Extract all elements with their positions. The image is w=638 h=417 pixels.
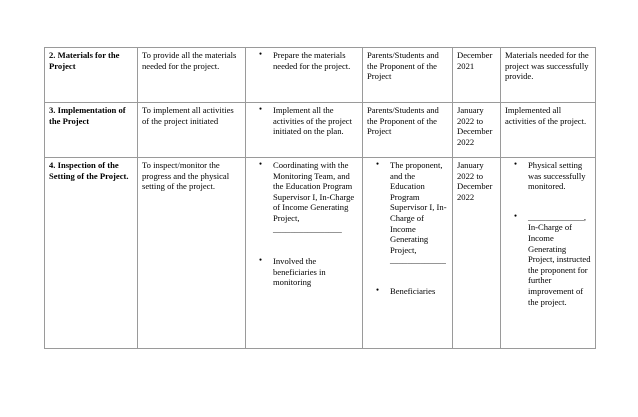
list-item: ● Physical setting was successfully monitored. — [505, 160, 591, 192]
signature-blank: ● _____________, — [528, 211, 587, 222]
objective-cell: To provide all the materials needed for the project. — [138, 48, 246, 103]
signature-blank: _____________ — [390, 255, 446, 266]
list-item: ● Involved the beneficiaries in monitoring — [250, 256, 358, 288]
outcome-text: In-Charge of Income Generating Project, instructed the proponent for further improvement of the project. — [528, 222, 591, 307]
activities-cell — [246, 103, 363, 158]
persons-involved-cell: Parents/Students and the Proponent of the Project — [363, 48, 453, 103]
time-frame-cell: January 2022 to December 2022 — [453, 103, 501, 158]
activities-cell — [246, 48, 363, 103]
objective-cell: To inspect/monitor the progress and the physical setting of the project. — [138, 158, 246, 349]
list-item — [505, 212, 591, 307]
expected-outcome-cell: Materials needed for the project was successfully provide. — [501, 48, 596, 103]
person-text: The proponent, and the Education Program Supervisor I, In-Charge of Income Generating Project, — [390, 160, 447, 255]
spacer — [367, 266, 448, 286]
spacer — [250, 234, 358, 256]
activity-name-cell: 3. Implementation of the Project — [45, 103, 138, 158]
activity-text: Coordinating with the Monitoring Team, and the Education Program Supervisor I, In-Charge of Income Generating Project, — [273, 160, 355, 223]
activity-name-cell: 4. Inspection of the Setting of the Project. — [45, 158, 138, 349]
activity-name-cell: 2. Materials for the Project — [45, 48, 138, 103]
objective-cell: To implement all activities of the project initiated — [138, 103, 246, 158]
list-item: ● Beneficiaries — [367, 286, 448, 297]
persons-involved-cell: Parents/Students and the Proponent of the Project — [363, 103, 453, 158]
expected-outcome-cell — [501, 158, 596, 349]
project-plan-table — [44, 47, 596, 349]
spacer — [505, 192, 591, 212]
expected-outcome-cell: Implemented all activities of the project. — [501, 103, 596, 158]
activities-cell — [246, 158, 363, 349]
signature-blank: ________________ — [273, 223, 342, 234]
time-frame-cell: January 2022 to December 2022 — [453, 158, 501, 349]
table-row — [45, 158, 596, 349]
list-item: ● Implement all the activities of the project initiated on the plan. — [250, 105, 358, 137]
table-row — [45, 48, 596, 103]
list-item — [367, 160, 448, 266]
list-item — [250, 160, 358, 234]
table-row — [45, 103, 596, 158]
persons-involved-cell — [363, 158, 453, 349]
list-item: ● Prepare the materials needed for the project. — [250, 50, 358, 71]
time-frame-cell: December 2021 — [453, 48, 501, 103]
